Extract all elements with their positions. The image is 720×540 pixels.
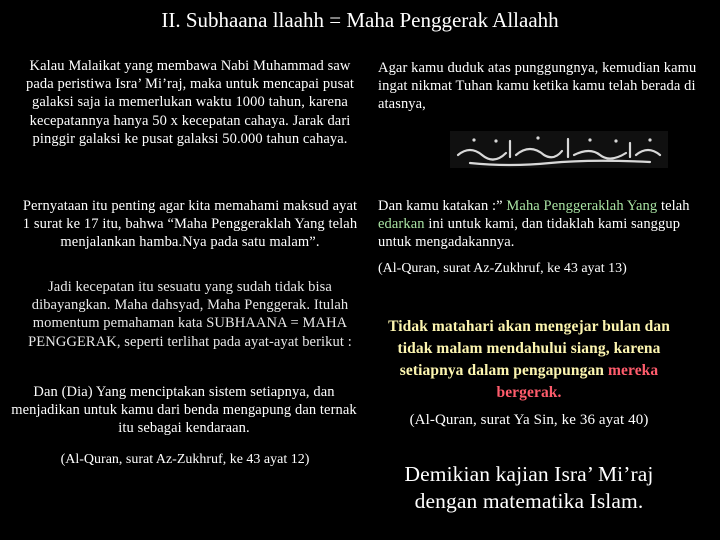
citation-zukhruf-12: (Al-Quran, surat Az-Zukhruf, ke 43 ayat 12) — [60, 452, 310, 467]
right-paragraph-3 — [374, 316, 684, 404]
right-paragraph-1: Agar kamu duduk atas punggungnya, kemudian kamu ingat nikmat Tuhan kamu ketika kamu telah berada di atasnya, — [378, 60, 697, 113]
left-paragraph-3: Jadi kecepatan itu sesuatu yang sudah tidak bisa dibayangkan. Maha dahsyad, Maha Penggerak. Itulah momentum pemahaman kata SUBHAANA = MAHA PENGGERAK, seperti terlihat pada ayat-ayat berikut : — [28, 279, 352, 350]
highlight-edarkan: edarkan — [378, 216, 425, 233]
citation-ya-sin-40: (Al-Quran, surat Ya Sin, ke 36 ayat 40) — [409, 412, 649, 428]
citation-zukhruf-13: (Al-Quran, surat Az-Zukhruf, ke 43 ayat 13) — [378, 261, 627, 276]
closing-statement: Demikian kajian Isra’ Mi’raj dengan matematika Islam. — [404, 462, 654, 513]
arabic-calligraphy-icon — [450, 131, 668, 168]
ya-sin-text: Tidak matahari akan mengejar bulan dan tidak malam mendahului siang, karena setiapnya dalam pengapungan — [388, 318, 670, 379]
right-paragraph-2 — [378, 197, 698, 252]
quote-text-end: ini untuk kami, dan tidaklah kami sanggup untuk mengadakannya. — [378, 216, 681, 251]
highlight-maha-penggerak: Maha Penggeraklah Yang — [506, 198, 658, 214]
left-paragraph-1: Kalau Malaikat yang membawa Nabi Muhammad saw pada peristiwa Isra’ Mi’raj, maka untuk mencapai pusat galaksi saja ia memerlukan waktu 1000 tahun, karena kecepatannya hanya 50 x kecepatan cahaya. Jarak dari pinggir galaksi ke pusat galaksi 50.000 tahun cahaya. — [25, 58, 355, 147]
left-paragraph-4: Dan (Dia) Yang menciptakan sistem setiapnya, dan menjadikan untuk kamu dari benda mengapung dan ternak itu sebagai kendaraan. — [11, 384, 357, 437]
arabic-verse-image — [450, 131, 668, 168]
slide-title: II. Subhaana llaahh = Maha Penggerak Allaahh — [161, 8, 559, 32]
highlight-mereka-bergerak: mereka bergerak. — [496, 362, 659, 401]
quote-text: telah — [657, 198, 690, 214]
quote-intro: Dan kamu katakan :” — [378, 198, 507, 214]
left-paragraph-2: Pernyataan itu penting agar kita memahami maksud ayat 1 surat ke 17 itu, bahwa “Maha Penggeraklah Yang telah menjalankan hamba.Nya pada satu malam”. — [22, 198, 358, 251]
